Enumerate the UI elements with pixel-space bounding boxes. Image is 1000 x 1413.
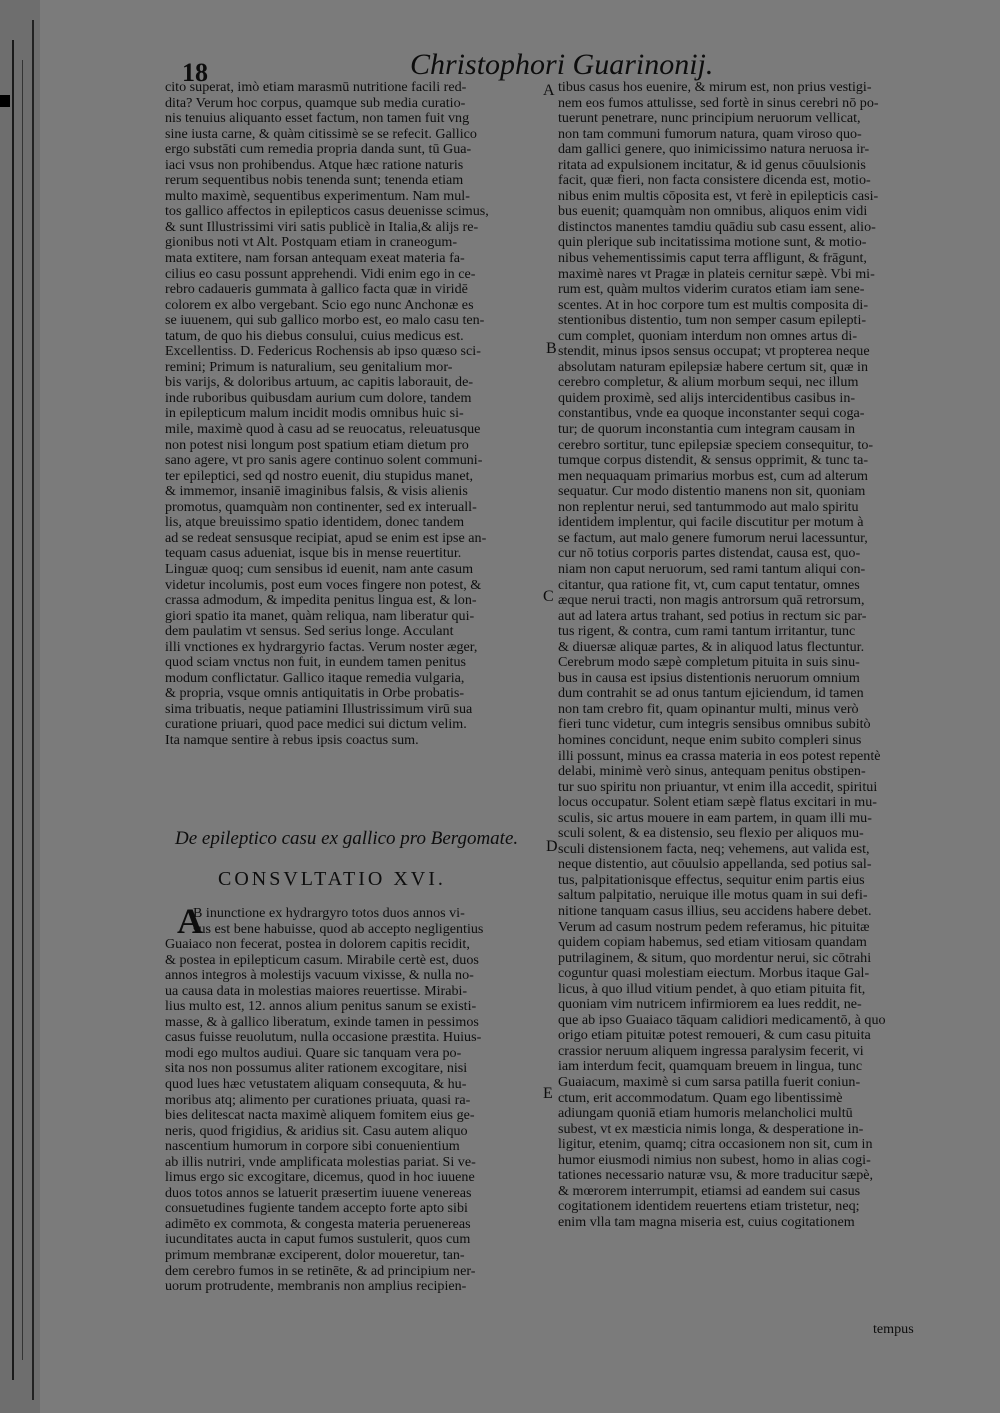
text-line: modum conflictatur. Gallico itaque remedia vulgaria, <box>165 670 465 686</box>
text-line: neque distentio, aut cōuulsio appellanda, sed potius sal- <box>558 857 872 873</box>
text-line: & mœrorem interrumpit, etiamsi ad eandem sui casus <box>558 1183 861 1199</box>
text-line: delabi, minimè verò sinus, antequam penitus obstipen- <box>558 764 866 780</box>
text-line: adiungam quoniā etiam humoris melancholici multū <box>558 1106 853 1122</box>
text-line: distinctos manentes tamdiu quādiu sub casu essent, alio- <box>558 219 876 235</box>
consultatio-heading: CONSVLTATIO XVI. <box>218 868 446 890</box>
text-line: sima tribuatis, neque patiamini Illustrissimum virū sua <box>165 701 473 717</box>
right-column-text <box>558 80 940 1230</box>
text-line: sculi solent, & ea distensio, seu flexio per aliquos mu- <box>558 826 864 842</box>
text-line: moribus atq; alimento per curationes priuata, quasi ra- <box>165 1092 471 1108</box>
text-line: nis tenuius aliquanto esset factum, non tamen fuit vng <box>165 111 470 127</box>
text-line: & immemor, insaniē imaginibus falsis, & visis alienis <box>165 484 468 500</box>
text-line: sculi distensionem facta, neq; vehemens, aut valida est, <box>558 841 870 857</box>
text-line: ab illis nutriri, vnde amplificata molestias pariat. Si ve- <box>165 1154 476 1170</box>
text-line: bis varijs, & doloribus artuum, ac capitis laborauit, de- <box>165 375 474 391</box>
text-line: sano agere, vt pro sanis agere continuo solent communi- <box>165 453 483 469</box>
text-line: & propria, vsque omnis antiquitatis in Orbe probatis- <box>165 686 465 702</box>
text-line: masse, & à gallico liberatum, exinde tamen in pessimos <box>165 1014 479 1030</box>
text-line: tumque corpus distendit, & sensus opprimit, & tunc ta- <box>558 453 869 469</box>
text-line: æque nerui tracti, non magis antrorsum quā retrorsum, <box>558 593 865 609</box>
text-line: quin plerique sub incitatissima motione sunt, & motio- <box>558 235 867 251</box>
text-line: ligitur, etenim, quamq; citra occasionem non sit, cum in <box>558 1137 873 1153</box>
gutter-rule <box>22 60 23 1360</box>
text-line: tequam casus adueniat, isque bis in mense reuertitur. <box>165 546 462 562</box>
gutter-rule <box>32 20 34 1400</box>
text-line: cerebro sortitur, tunc epilepsiæ speciem consequitur, to- <box>558 437 874 453</box>
text-line: quod lues hæc vetustatem aliquam consequuta, & hu- <box>165 1077 467 1093</box>
text-line: Verum ad casum nostrum pedem referamus, hic pituitæ <box>558 919 870 935</box>
text-line: identidem implentur, qui facile discutitur per motum à <box>558 515 864 531</box>
text-line: homines concidunt, neque enim subito compleri sinus <box>558 732 862 748</box>
text-line: dum contrahit se ad onus tantum ejiciendum, id tamen <box>558 686 864 702</box>
text-line: tationes necessario naturæ vsu, & more traducitur sæpè, <box>558 1168 874 1184</box>
text-line: rum est, quàm multos viderim curatos etiam iam sene- <box>558 282 865 298</box>
text-line: iaci vsus non prohibendus. Atque hæc ratione naturis <box>165 157 464 173</box>
text-line: gionibus noti vt Alt. Postquam etiam in craneogum- <box>165 235 458 251</box>
text-line: absolutam naturam epilepsiæ habere certum sit, quæ in <box>558 359 868 375</box>
page-number: 18 <box>182 58 208 87</box>
text-line: aut ad latera artus trahant, sed potius in rectum sic par- <box>558 608 867 624</box>
text-line: multo maximè, sequentibus experimentum. Nam mul- <box>165 188 470 204</box>
text-line: humor eiusmodi nimius non subest, homo in alias cogi- <box>558 1152 871 1168</box>
binding-gutter <box>0 0 40 1413</box>
text-line: Cerebrum modo sæpè completum pituita in suis sinu- <box>558 655 860 671</box>
text-line: tos gallico affectos in epilepticos casus deuenisse scimus, <box>165 204 489 220</box>
text-line: Guaiaco non fecerat, postea in dolorem capitis recidit, <box>165 937 470 953</box>
left-column-text <box>165 80 545 749</box>
text-line: illi possunt, minus ea crassa materia in eos potest repentè <box>558 748 881 764</box>
text-line: facit, quæ fieri, non facta consistere dicenda est, motio- <box>558 173 871 189</box>
gutter-mark <box>0 95 10 107</box>
text-line: subest, vt ex mæsticia nimis longa, & desperatione in- <box>558 1121 864 1137</box>
text-line: quidem proximè, sed alijs intercidentibus casibus in- <box>558 390 856 406</box>
text-line: promotus, quamquàm non continenter, sed ex interuall- <box>165 499 477 515</box>
running-head: Christophori Guarinonij. <box>410 48 714 81</box>
text-line: Guaiacum, maximè si cum sarsa patilla fuerit coniun- <box>558 1075 861 1090</box>
text-line: curatione priuari, quod pace medici sui dictum velim. <box>165 717 467 733</box>
text-line: tur; de quorum inconstantia cum integram causam in <box>558 422 856 438</box>
text-line: tus, palpitationisque effectus, sequitur enim partis eius <box>558 872 865 888</box>
text-line: in epilepticum malum incidit modis omnibus huic si- <box>165 406 464 422</box>
text-line: stendit, minus ipsos sensus occupat; vt propterea neque <box>558 344 870 360</box>
text-line: cum complet, quoniam interdum non omnes artus di- <box>558 328 858 344</box>
text-line: tus rigent, & contra, cum rami tantum irritantur, tunc <box>558 624 856 640</box>
text-line: licus, à quo illud vitium pendet, à quo etiam pituita fit, <box>558 981 866 997</box>
text-line: rebro cadaueris gummata à gallico facta quæ in viridē <box>165 282 468 298</box>
margin-letter-d: D <box>546 838 558 855</box>
text-line: dam gallici genere, quo inimicissimo natura neruosa ir- <box>558 142 870 158</box>
text-line: quod sciam vnctus non fuit, in eundem tamen penitus <box>165 655 467 671</box>
text-line: quoniam vim nutricem infirmiorem ea lues reddit, ne- <box>558 997 862 1013</box>
text-line: nibus vehementissimis caput terra affligunt, & frāgunt, <box>558 251 867 267</box>
text-line: B inunctione ex hydrargyro totos duos annos vi- <box>193 906 465 921</box>
text-line: lius multo est, 12. annos alium penitus sanum se existi- <box>165 999 477 1015</box>
text-line: tibus casus hos euenire, & mirum est, non prius vestigi- <box>558 80 872 95</box>
text-line: primum membranæ exciperent, dolor moueretur, tan- <box>165 1248 465 1264</box>
margin-letter-c: C <box>543 588 554 605</box>
section-title: De epileptico casu ex gallico pro Bergomate. <box>175 828 519 849</box>
text-line: sculis, sic artus mouere in eam partem, in quam illi mu- <box>558 810 872 826</box>
text-line: mile, maximè quod à casu ad se reuocatus, releuatusque <box>165 422 481 438</box>
text-line: tatum, de quo his diebus consului, cuius medicus est. <box>165 328 464 344</box>
text-line: sequatur. Cur modo distentio manens non sit, quoniam <box>558 484 866 500</box>
text-line: duos totos annos se latuerit præsertim iuuene venereas <box>165 1185 472 1201</box>
text-line: nitione tanquam casus illius, seu accidens habere debet. <box>558 903 872 919</box>
text-line: nascentium humorum in corpore sibi conuenientium <box>165 1139 460 1155</box>
drop-cap: A <box>177 901 203 941</box>
text-line: rerum sequentibus nobis tenenda sunt; tenenda etiam <box>165 173 464 189</box>
text-line: cur nō totius corporis partes distendat, causa est, quo- <box>558 546 861 562</box>
text-line: dita? Verum hoc corpus, quamque sub media curatio- <box>165 95 466 111</box>
margin-letter-b: B <box>546 340 557 357</box>
text-line: annos integros à molestijs vacuum vixisse, & nulla no- <box>165 968 474 984</box>
text-line: enim vlla tam magna miseria est, cuius cogitationem <box>558 1214 855 1230</box>
text-line: dem paulatim vt sensus. Sed serius longe. Acculant <box>165 624 454 640</box>
text-line: se factum, aut malo genere fumorum nerui lacessuntur, <box>558 530 868 546</box>
text-line: & diuersæ aliquæ partes, & in aliquod latus flectuntur. <box>558 639 865 655</box>
text-line: ua causa data in molestias maiores reuertisse. Mirabi- <box>165 983 468 999</box>
text-line: quidem copiam habemus, sed etiam vitiosam quandam <box>558 935 867 951</box>
text-line: ter epileptici, sed qd nostro euenit, diu stupidus manet, <box>165 468 474 484</box>
text-line: ritata ad expulsionem incitatur, & id genus cōuulsionis <box>558 157 866 173</box>
text-line: ctum, erit accommodatum. Quam ego libentissimè <box>558 1090 843 1106</box>
text-line: non replentur nerui, sed tantummodo aut malo spiritu <box>558 499 859 515</box>
text-line: locus occupatur. Solent etiam sæpè flatus excitari in mu- <box>558 795 877 811</box>
text-line: & sunt Illustrissimi viri satis publicè in Italia,& alijs re- <box>165 219 479 235</box>
text-line: remini; Primum is naturalium, seu genitalium mor- <box>165 359 453 375</box>
text-line: adimēto ex commota, & congesta materia peruenereas <box>165 1216 471 1232</box>
text-line: iam interdum fecit, quamquam breuem in lingua, tunc <box>558 1059 863 1075</box>
text-line: constantibus, vnde ea quoque inconstanter sequi coga- <box>558 406 865 422</box>
text-line: modi ego multos audiui. Quare sic tanquam vera po- <box>165 1045 462 1061</box>
text-line: cerebro completur, & alium morbum sequi, nec illum <box>558 375 859 391</box>
text-line: colorem ex albo vergebant. Scio ego nunc Anchonæ es <box>165 297 474 313</box>
text-line: niam non caput neruorum, sed rami tantum aliqui con- <box>558 561 866 577</box>
text-line: nibus enim multis cōposita est, vt ferè in epilepticis casi- <box>558 188 879 204</box>
text-line: sus est bene habuisse, quod ab accepto negligentius <box>193 921 484 937</box>
text-line: neris, quod frigidius, & aridius sit. Casu autem aliquo <box>165 1123 468 1139</box>
text-line: inde ruboribus quibusdam aurium cum dolore, tandem <box>165 390 472 406</box>
text-line: Excellentiss. D. Federicus Rochensis ab ipso quæso sci- <box>165 344 481 360</box>
text-line: cogitationem identidem reuertens etiam tristetur, neq; <box>558 1199 860 1215</box>
text-line: putrilaginem, & situm, quo mordentur nerui, sic cōtrahi <box>558 950 872 966</box>
text-line: citantur, qua ratione fit, vt, cum caput tentatur, omnes <box>558 577 860 593</box>
text-line: mata extitere, nam forsan antequam exeat materia fa- <box>165 251 465 267</box>
text-line: & postea in epilepticum casum. Mirabile certè est, duos <box>165 952 479 968</box>
left-column-consultatio-text <box>165 906 545 1295</box>
text-line: crassa admodum, & impedita penitus lingua est, & lon- <box>165 593 477 609</box>
text-line: lis, atque breuissimo spatio identidem, donec tandem <box>165 515 465 531</box>
text-line: bus in causa est ipsius distentionis neruorum omnium <box>558 670 860 686</box>
text-line: sine iusta carne, & quàm citissimè se se refecit. Gallico <box>165 126 477 142</box>
text-line: coguntur quasi molestiam eiectum. Morbus itaque Gal- <box>558 966 870 982</box>
text-line: fieri tunc videtur, cum integris sensibus omnibus subitò <box>558 717 871 733</box>
text-line: giori spatio ita manet, quàm reliqua, nam liberatur qui- <box>165 608 475 624</box>
margin-letter-a: A <box>543 82 555 99</box>
text-line: casus fuisse reuolutum, nulla occasione præstita. Huius- <box>165 1030 482 1046</box>
margin-letter-e: E <box>543 1085 553 1102</box>
text-line: illi vnctiones ex hydrargyrio factas. Verum noster æger, <box>165 639 478 655</box>
text-line: videtur incolumis, post eum voces fingere non potest, & <box>165 577 482 593</box>
text-line: que ab ipso Guaiaco tāquam calidiori medicamentō, à quo <box>558 1012 886 1028</box>
text-line: saltum palpitatio, neruique ille motus quam in sui defi- <box>558 888 868 904</box>
text-line: non tam communi fumorum natura, quam viroso quo- <box>558 126 862 142</box>
text-line: sita nos non possumus aliter rationem excogitare, nisi <box>165 1061 468 1077</box>
text-line: tuerunt penetrare, nunc principium neruorum vellicat, <box>558 111 861 127</box>
text-line: scentes. At in hoc corpore tum est multis composita di- <box>558 297 869 313</box>
text-line: non tam crebro fit, quam opinantur multi, minus verò <box>558 701 859 717</box>
text-line: bus euenit; quamquàm non omnibus, aliquos enim vidi <box>558 204 868 220</box>
text-line: Ita namque sentire à rebus ipsis coactus sum. <box>165 732 419 748</box>
text-line: maximè nares vt Pragæ in plateis cernitur sæpè. Vbi mi- <box>558 266 875 282</box>
catchword: tempus <box>873 1321 914 1337</box>
text-line: non potest nisi longum post spatium etiam dietum pro <box>165 437 469 453</box>
text-line: ad se redeat sensusque recipiat, apud se enim est ipse an- <box>165 530 487 546</box>
text-line: se iuuenem, qui sub gallico morbo est, eo malo casu ten- <box>165 313 485 329</box>
text-line: crassior neruum aliquem ingressa paralysim fecerit, vi <box>558 1043 864 1059</box>
text-line: Linguæ quoq; cum sensibus id euenit, nam ante casum <box>165 561 474 577</box>
text-line: iucunditates aucta in caput fumos sustulerit, quos cum <box>165 1232 471 1248</box>
text-line: bies delitescat nacta maximè aliquem fomitem eius ge- <box>165 1108 475 1124</box>
text-line: dem cerebro fumos in se retinēte, & ad principium ner- <box>165 1263 476 1279</box>
text-line: stentionibus distentio, tum non semper casum epilepti- <box>558 313 867 329</box>
text-line: uorum protrudente, membranis non amplius recipien- <box>165 1279 467 1295</box>
gutter-rule <box>12 40 14 1380</box>
text-line: men nequaquam primarius morbus est, cum ad alterum <box>558 468 868 484</box>
text-line: limus ergo sic excogitare, dicemus, quod in hoc iuuene <box>165 1170 475 1186</box>
text-line: tur suo spiritu non priuantur, vt enim illa accedit, spiritui <box>558 779 878 795</box>
text-line: consuetudines fugiente tandem accepto forte apto sibi <box>165 1201 468 1217</box>
text-line: cilius eo casu possunt apprehendi. Vidi enim ego in ce- <box>165 266 476 282</box>
text-line: origo etiam pituitæ potest remoueri, & cum casu pituita <box>558 1028 871 1044</box>
text-line: nem eos fumos attulisse, sed fortè in sinus cerebri nō po- <box>558 95 879 111</box>
text-line: cito superat, imò etiam marasmū nutritione facili red- <box>165 80 467 95</box>
text-line: ergo substāti cum remedia propria danda sunt, tū Gua- <box>165 142 472 158</box>
